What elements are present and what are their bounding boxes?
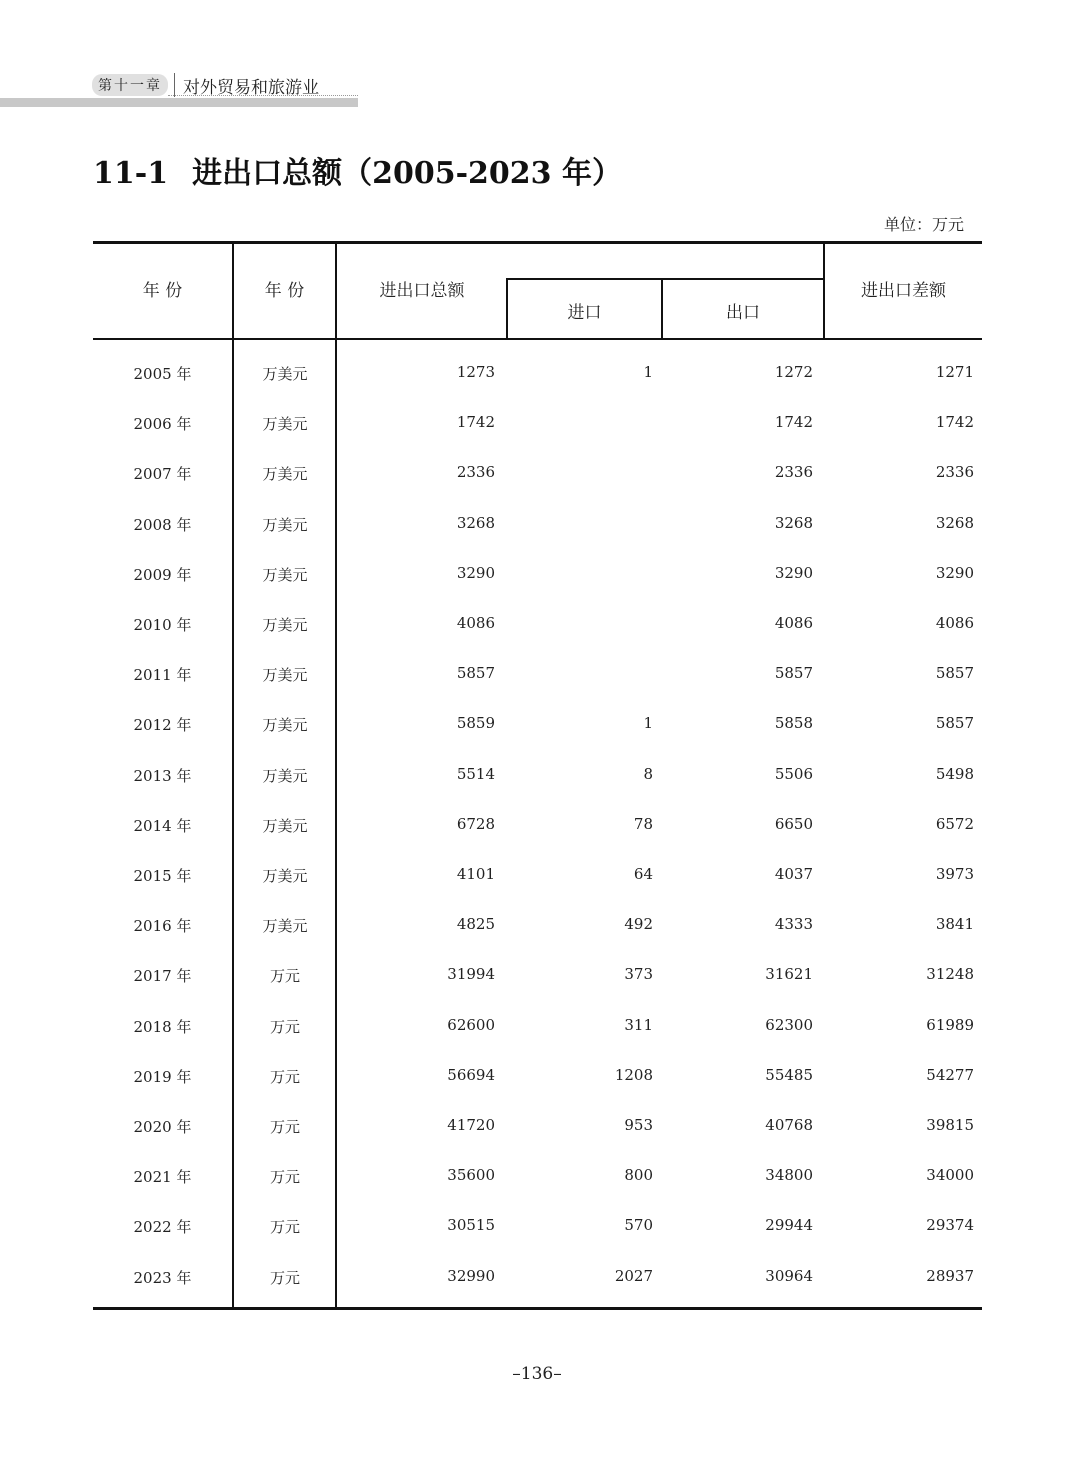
header-total: 进出口总额 [379,280,465,301]
cell-unit: 万美元 [262,666,308,685]
cell-total: 56694 [447,1065,495,1084]
cell-balance: 61989 [926,1015,974,1034]
cell-unit: 万元 [269,1218,300,1237]
cell-import: 2027 [614,1266,653,1285]
cell-export: 4086 [774,614,813,632]
cell-year: 2012 年 [133,716,192,735]
cell-balance: 3973 [935,865,974,883]
table-row [93,1002,982,1052]
cell-balance: 39815 [926,1116,974,1134]
cell-total: 3290 [456,563,495,582]
table-title-text: 进出口总额（2005-2023 年） [192,156,622,191]
cell-year: 2008 年 [133,515,192,534]
table-row [93,1152,982,1202]
cell-unit: 万美元 [262,816,308,835]
cell-year: 2023 年 [133,1268,192,1287]
cell-unit: 万美元 [262,515,308,534]
cell-import: 953 [624,1116,653,1134]
cell-total: 35600 [447,1166,495,1185]
cell-total: 4086 [456,614,495,632]
cell-export: 31621 [765,965,813,984]
cell-year: 2021 年 [133,1168,192,1187]
table-row [93,1102,982,1152]
table-row [93,901,982,951]
chapter-label: 第十一章 [92,74,168,96]
cell-year: 2013 年 [133,766,192,785]
cell-year: 2005 年 [133,365,192,383]
header-balance: 进出口差额 [861,280,946,301]
cell-total: 2336 [456,463,495,482]
cell-year: 2015 年 [133,867,192,885]
cell-balance: 34000 [926,1166,974,1185]
cell-import: 1208 [614,1065,653,1084]
header-import: 进口 [567,302,602,323]
cell-year: 2020 年 [133,1118,192,1136]
cell-import: 800 [624,1166,653,1185]
table-row [93,951,982,1001]
cell-unit: 万美元 [262,917,308,936]
cell-total: 6728 [456,814,495,833]
cell-balance: 4086 [935,614,974,632]
cell-export: 2336 [774,463,813,482]
table-row [93,449,982,499]
cell-year: 2019 年 [133,1067,192,1086]
cell-export: 40768 [765,1116,813,1134]
cell-export: 5858 [774,714,813,733]
table-row [93,801,982,851]
cell-balance: 54277 [926,1065,974,1084]
cell-unit: 万美元 [262,565,308,584]
cell-year: 2007 年 [133,465,192,484]
cell-export: 3290 [774,563,813,582]
cell-unit: 万美元 [262,616,308,634]
table-row [93,500,982,550]
cell-total: 5514 [456,764,495,783]
cell-import: 78 [633,814,653,833]
cell-total: 41720 [447,1116,495,1134]
cell-total: 3268 [456,513,495,532]
table-row [93,1202,982,1252]
cell-unit: 万元 [269,1118,300,1136]
cell-total: 4825 [456,915,495,934]
table-row [93,600,982,650]
cell-balance: 5498 [935,764,974,783]
cell-year: 2009 年 [133,565,192,584]
cell-import: 8 [643,764,653,783]
cell-unit: 万美元 [262,766,308,785]
table-bottom-rule [93,1307,982,1310]
cell-balance: 29374 [926,1216,974,1235]
cell-balance: 1742 [935,413,974,432]
cell-total: 1273 [456,363,495,381]
cell-total: 62600 [447,1015,495,1034]
cell-balance: 28937 [926,1266,974,1285]
cell-export: 6650 [774,814,813,833]
cell-year: 2014 年 [133,816,192,835]
cell-import: 492 [624,915,653,934]
cell-balance: 31248 [926,965,974,984]
header-year: 年 份 [142,280,183,301]
table-row [93,1253,982,1303]
cell-unit: 万元 [269,1017,300,1036]
table-row [93,1052,982,1102]
cell-total: 5859 [456,714,495,733]
cell-export: 4037 [774,865,813,883]
cell-export: 55485 [765,1065,813,1084]
cell-export: 29944 [765,1216,813,1235]
cell-balance: 3841 [935,915,974,934]
cell-export: 5857 [774,664,813,683]
cell-export: 5506 [774,764,813,783]
chapter-separator [174,73,175,97]
page-number: –136– [512,1364,562,1384]
cell-total: 32990 [447,1266,495,1285]
cell-year: 2022 年 [133,1218,192,1237]
cell-balance: 3290 [935,563,974,582]
chapter-header [92,74,319,96]
cell-unit: 万元 [269,1067,300,1086]
cell-total: 5857 [456,664,495,683]
cell-balance: 5857 [935,664,974,683]
table-title [93,148,622,192]
cell-unit: 万元 [269,1268,300,1287]
cell-unit: 万美元 [262,465,308,484]
table-row [93,349,982,399]
table-row [93,399,982,449]
cell-import: 1 [643,363,653,381]
cell-year: 2006 年 [133,415,192,434]
cell-balance: 3268 [935,513,974,532]
table-row [93,550,982,600]
chapter-title: 对外贸易和旅游业 [183,77,319,98]
cell-unit: 万元 [269,1168,300,1187]
cell-total: 1742 [456,413,495,432]
cell-import: 570 [624,1216,653,1235]
cell-balance: 6572 [935,814,974,833]
table-row [93,700,982,750]
cell-unit: 万美元 [262,716,308,735]
table-row [93,851,982,901]
cell-export: 62300 [765,1015,813,1034]
cell-total: 4101 [456,865,495,883]
cell-import: 311 [624,1015,653,1034]
cell-balance: 1271 [935,363,974,381]
cell-export: 30964 [765,1266,813,1285]
cell-balance: 5857 [935,714,974,733]
cell-export: 34800 [765,1166,813,1185]
cell-export: 3268 [774,513,813,532]
unit-note: 单位：万元 [883,215,964,234]
cell-unit: 万美元 [262,415,308,434]
cell-export: 1742 [774,413,813,432]
cell-unit: 万美元 [262,365,308,383]
table-row [93,650,982,700]
cell-unit: 万美元 [262,867,308,885]
header-export: 出口 [726,302,760,323]
table-number: 11-1 [93,156,169,191]
cell-import: 1 [643,714,653,733]
header-unit: 年 份 [264,280,305,301]
cell-year: 2011 年 [133,666,192,685]
cell-balance: 2336 [935,463,974,482]
cell-year: 2010 年 [133,616,192,634]
cell-unit: 万元 [269,967,300,986]
cell-import: 64 [633,865,653,883]
table-row [93,751,982,801]
header-bar [0,98,358,107]
cell-year: 2016 年 [133,917,192,936]
cell-total: 30515 [447,1216,495,1235]
cell-year: 2018 年 [133,1017,192,1036]
cell-total: 31994 [447,965,495,984]
cell-year: 2017 年 [133,967,192,986]
cell-export: 4333 [774,915,813,934]
header-sub-rule [506,278,825,280]
cell-import: 373 [624,965,653,984]
cell-export: 1272 [774,363,813,381]
